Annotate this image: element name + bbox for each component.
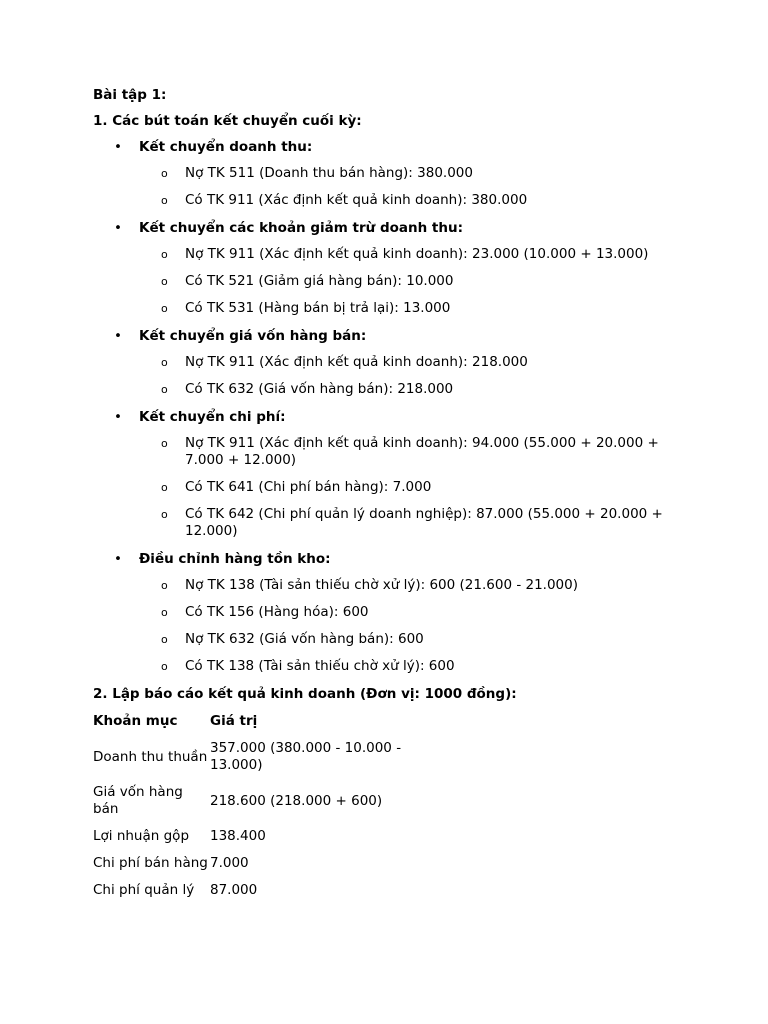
table-cell: 357.000 (380.000 - 10.000 - 13.000): [210, 740, 402, 773]
circle-bullet-icon: o: [161, 275, 168, 288]
table-cell: 87.000: [210, 882, 258, 898]
circle-bullet-icon: o: [161, 633, 168, 646]
table-row: [93, 740, 430, 784]
circle-bullet-icon: o: [161, 437, 168, 450]
group-heading: Kết chuyển giá vốn hàng bán:: [139, 328, 367, 344]
circle-bullet-icon: o: [161, 167, 168, 180]
table-row: [93, 784, 430, 828]
list-item: o Có TK 911 (Xác định kết quả kinh doanh): 380.000: [161, 192, 528, 208]
entry-group-deductions: [93, 219, 693, 317]
entry-list: [139, 246, 693, 317]
list-item: o Có TK 632 (Giá vốn hàng bán): 218.000: [161, 381, 454, 397]
table-cell: 138.400: [210, 828, 266, 844]
list-item: o Có TK 156 (Hàng hóa): 600: [161, 604, 369, 620]
table-header-row: [93, 713, 430, 740]
table-cell: Doanh thu thuần: [93, 748, 208, 765]
list-item: o Nợ TK 632 (Giá vốn hàng bán): 600: [161, 631, 424, 647]
list-item: o Có TK 531 (Hàng bán bị trả lại): 13.000: [161, 300, 451, 316]
list-item: o Nợ TK 911 (Xác định kết quả kinh doanh): 218.000: [161, 354, 528, 370]
group-heading: Kết chuyển chi phí:: [139, 409, 286, 425]
entry-group-revenue: [93, 138, 693, 209]
entry-list: [139, 435, 693, 540]
list-item: o Có TK 521 (Giảm giá hàng bán): 10.000: [161, 273, 454, 289]
bullet-icon: •: [114, 220, 122, 236]
circle-bullet-icon: o: [161, 248, 168, 261]
group-heading: Kết chuyển doanh thu:: [139, 139, 313, 155]
circle-bullet-icon: o: [161, 660, 168, 673]
entry-group-expenses: [93, 408, 693, 540]
list-item: o Nợ TK 138 (Tài sản thiếu chờ xử lý): 600 (21.600 - 21.000): [161, 577, 578, 593]
list-item: o Có TK 138 (Tài sản thiếu chờ xử lý): 600: [161, 658, 455, 674]
document-title: Bài tập 1:: [93, 87, 167, 103]
section-2-title: 2. Lập báo cáo kết quả kinh doanh (Đơn vị: 1000 đồng):: [93, 686, 517, 702]
circle-bullet-icon: o: [161, 481, 168, 494]
group-heading: Kết chuyển các khoản giảm trừ doanh thu:: [139, 220, 463, 236]
entry-group-cogs: [93, 327, 693, 398]
table-cell: Giá vốn hàng bán: [93, 784, 183, 817]
list-item: o Có TK 642 (Chi phí quản lý doanh nghiệp): 87.000 (55.000 + 20.000 + 12.000): [161, 506, 663, 539]
circle-bullet-icon: o: [161, 508, 168, 521]
circle-bullet-icon: o: [161, 579, 168, 592]
bullet-icon: •: [114, 328, 122, 344]
list-item: o Nợ TK 911 (Xác định kết quả kinh doanh): 23.000 (10.000 + 13.000): [161, 246, 649, 262]
table-row: [93, 855, 430, 882]
table-row: [93, 882, 430, 909]
list-item: o Có TK 641 (Chi phí bán hàng): 7.000: [161, 479, 432, 495]
circle-bullet-icon: o: [161, 383, 168, 396]
list-item: o Nợ TK 911 (Xác định kết quả kinh doanh): 94.000 (55.000 + 20.000 + 7.000 + 12.000): [161, 435, 659, 468]
entry-list: [139, 577, 693, 675]
bullet-icon: •: [114, 551, 122, 567]
circle-bullet-icon: o: [161, 194, 168, 207]
section-1-title: 1. Các bút toán kết chuyển cuối kỳ:: [93, 113, 362, 129]
table-cell: Chi phí bán hàng: [93, 855, 208, 871]
bullet-icon: •: [114, 139, 122, 155]
table-row: [93, 828, 430, 855]
circle-bullet-icon: o: [161, 356, 168, 369]
table-cell: Lợi nhuận gộp: [93, 828, 190, 844]
table-cell: 218.600 (218.000 + 600): [210, 792, 383, 809]
column-header: Khoản mục: [93, 713, 178, 729]
table-cell: 7.000: [210, 855, 249, 871]
group-heading: Điều chỉnh hàng tồn kho:: [139, 551, 331, 567]
table-cell: Chi phí quản lý: [93, 882, 195, 898]
circle-bullet-icon: o: [161, 606, 168, 619]
income-statement-table: [93, 713, 430, 909]
entry-list: [139, 354, 693, 398]
column-header: Giá trị: [210, 713, 258, 729]
bullet-icon: •: [114, 409, 122, 425]
document-page: [93, 86, 693, 909]
list-item: o Nợ TK 511 (Doanh thu bán hàng): 380.000: [161, 165, 473, 181]
circle-bullet-icon: o: [161, 302, 168, 315]
entry-group-inventory: [93, 550, 693, 675]
entry-list: [139, 165, 693, 209]
